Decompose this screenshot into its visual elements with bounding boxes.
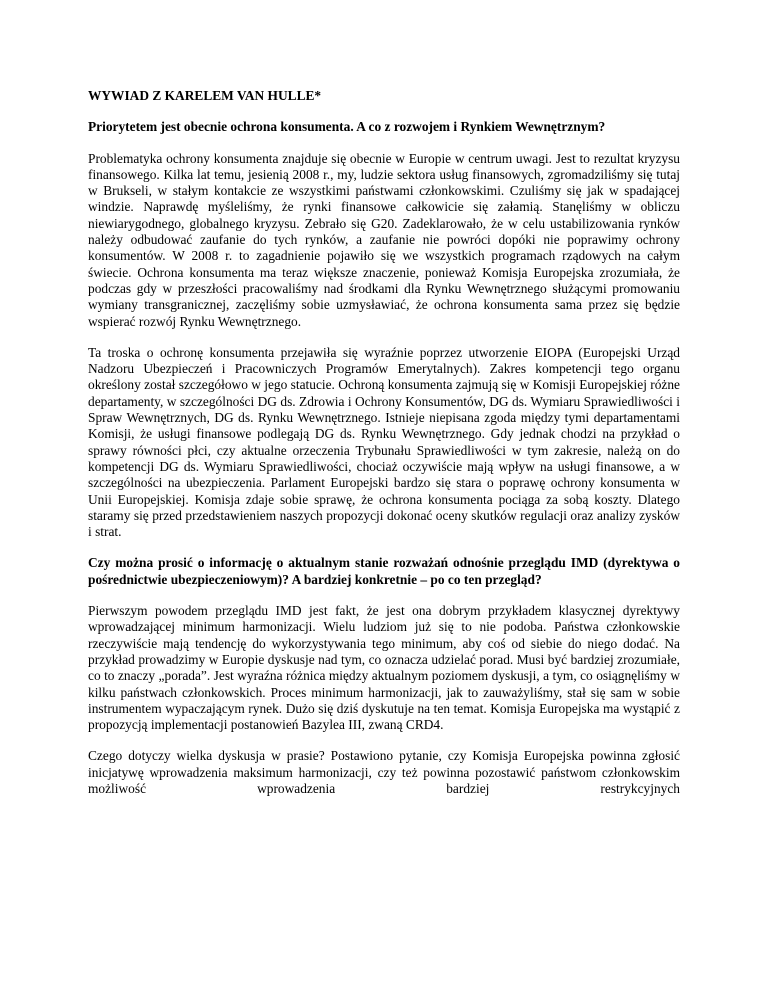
interview-question-2: Czy można prosić o informację o aktualnym stanie rozważań odnośnie przeglądu IMD (dyrektywa o pośrednictwie ubezpieczeniowym)? A bardziej konkretnie – po co ten przegląd? <box>88 555 680 587</box>
answer-paragraph-4: Czego dotyczy wielka dyskusja w prasie? Postawiono pytanie, czy Komisja Europejska powinna zgłosić inicjatywę wprowadzenia maksimum harmonizacji, czy też powinna pozostawić państwom członkowskim możliwość wprowadzenia bardziej restrykcyjnych <box>88 748 680 796</box>
document-title: WYWIAD Z KARELEM VAN HULLE* <box>88 88 322 103</box>
answer-paragraph-2: Ta troska o ochronę konsumenta przejawiła się wyraźnie poprzez utworzenie EIOPA (Europejski Urząd Nadzoru Ubezpieczeń i Pracowniczych Programów Emerytalnych). Zakres kompetencji tego organu określony został szczegółowo w jego statucie. Ochroną konsumenta zajmują się w Komisji Europejskiej różne departamenty, w szczególności DG ds. Zdrowia i Ochrony Konsumentów, DG ds. Wymiaru Sprawiedliwości i Spraw Wewnętrznych, DG ds. Rynku Wewnętrznego. Istnieje niepisana zgoda między tymi departamentami Komisji, że usługi finansowe podlegają DG ds. Rynku Wewnętrznego. Gdy jednak chodzi na przykład o sprawy równości płci, czy aktualne orzeczenia Trybunału Sprawiedliwości w tym zakresie, należą on do kompetencji DG ds. Wymiaru Sprawiedliwości, chociaż oczywiście mają wpływ na usługi finansowe, a w szczególności na ubezpieczenia. Parlament Europejski bardzo się stara o poprawę ochrony konsumenta w Unii Europejskiej. Komisja zdaje sobie sprawę, że ochrona konsumenta pociąga za sobą koszty. Dlatego staramy się przed przedstawieniem naszych propozycji dokonać oceny skutków regulacji oraz analizy zysków i strat. <box>88 344 680 540</box>
document-page <box>88 88 680 797</box>
answer-paragraph-3: Pierwszym powodem przeglądu IMD jest fakt, że jest ona dobrym przykładem klasycznej dyrektywy wprowadzającej minimum harmonizacji. Wielu ludziom już się to nie podoba. Państwa członkowskie rzeczywiście mają tendencję do wykorzystywania tego minimum, aby coś od siebie do niego dodać. Na przykład prowadzimy w Europie dyskusje nad tym, co oznacza udzielać porad. Musi być bardziej zrozumiałe, co to znaczy „porada”. Jest wyraźna różnica między aktualnym poziomem dyskusji, a tym, co osiągnęliśmy w kilku państwach członkowskich. Proces minimum harmonizacji, jak to zauważyliśmy, stał się sam w sobie instrumentem wypaczającym rynek. Dużo się dziś dyskutuje na ten temat. Komisja Europejska ma wystąpić z propozycją implementacji postanowień Bazylea III, zwaną CRD4. <box>88 603 680 733</box>
interview-question-1: Priorytetem jest obecnie ochrona konsumenta. A co z rozwojem i Rynkiem Wewnętrznym? <box>88 119 606 135</box>
answer-paragraph-1: Problematyka ochrony konsumenta znajduje się obecnie w Europie w centrum uwagi. Jest to rezultat kryzysu finansowego. Kilka lat temu, jesienią 2008 r., my, ludzie sektora usług finansowych, zgromadziliśmy się tutaj w Brukseli, w stałym kontakcie ze wszystkimi państwami członkowskimi. Czuliśmy się jak w spadającej windzie. Naprawdę myśleliśmy, że rynki finansowe całkowicie się załamią. Stanęliśmy w obliczu niewiarygodnego, globalnego kryzysu. Zebrało się G20. Zadeklarowało, że w celu ustabilizowania rynków należy odbudować zaufanie do tych rynków, a zaufanie nie powróci dopóki nie poprawimy ochrony konsumentów. W 2008 r. to zagadnienie pojawiło się we wszystkich programach rządowych na całym świecie. Ochrona konsumenta ma teraz większe znaczenie, ponieważ Komisja Europejska zrozumiała, że podczas gdy w przeszłości pracowaliśmy nad środkami dla Rynku Wewnętrznego służącymi promowaniu wymiany transgranicznej, zaczęliśmy sobie uzmysławiać, że ochrona konsumenta sama przez się będzie wspierać rozwój Rynku Wewnętrznego. <box>88 150 680 329</box>
